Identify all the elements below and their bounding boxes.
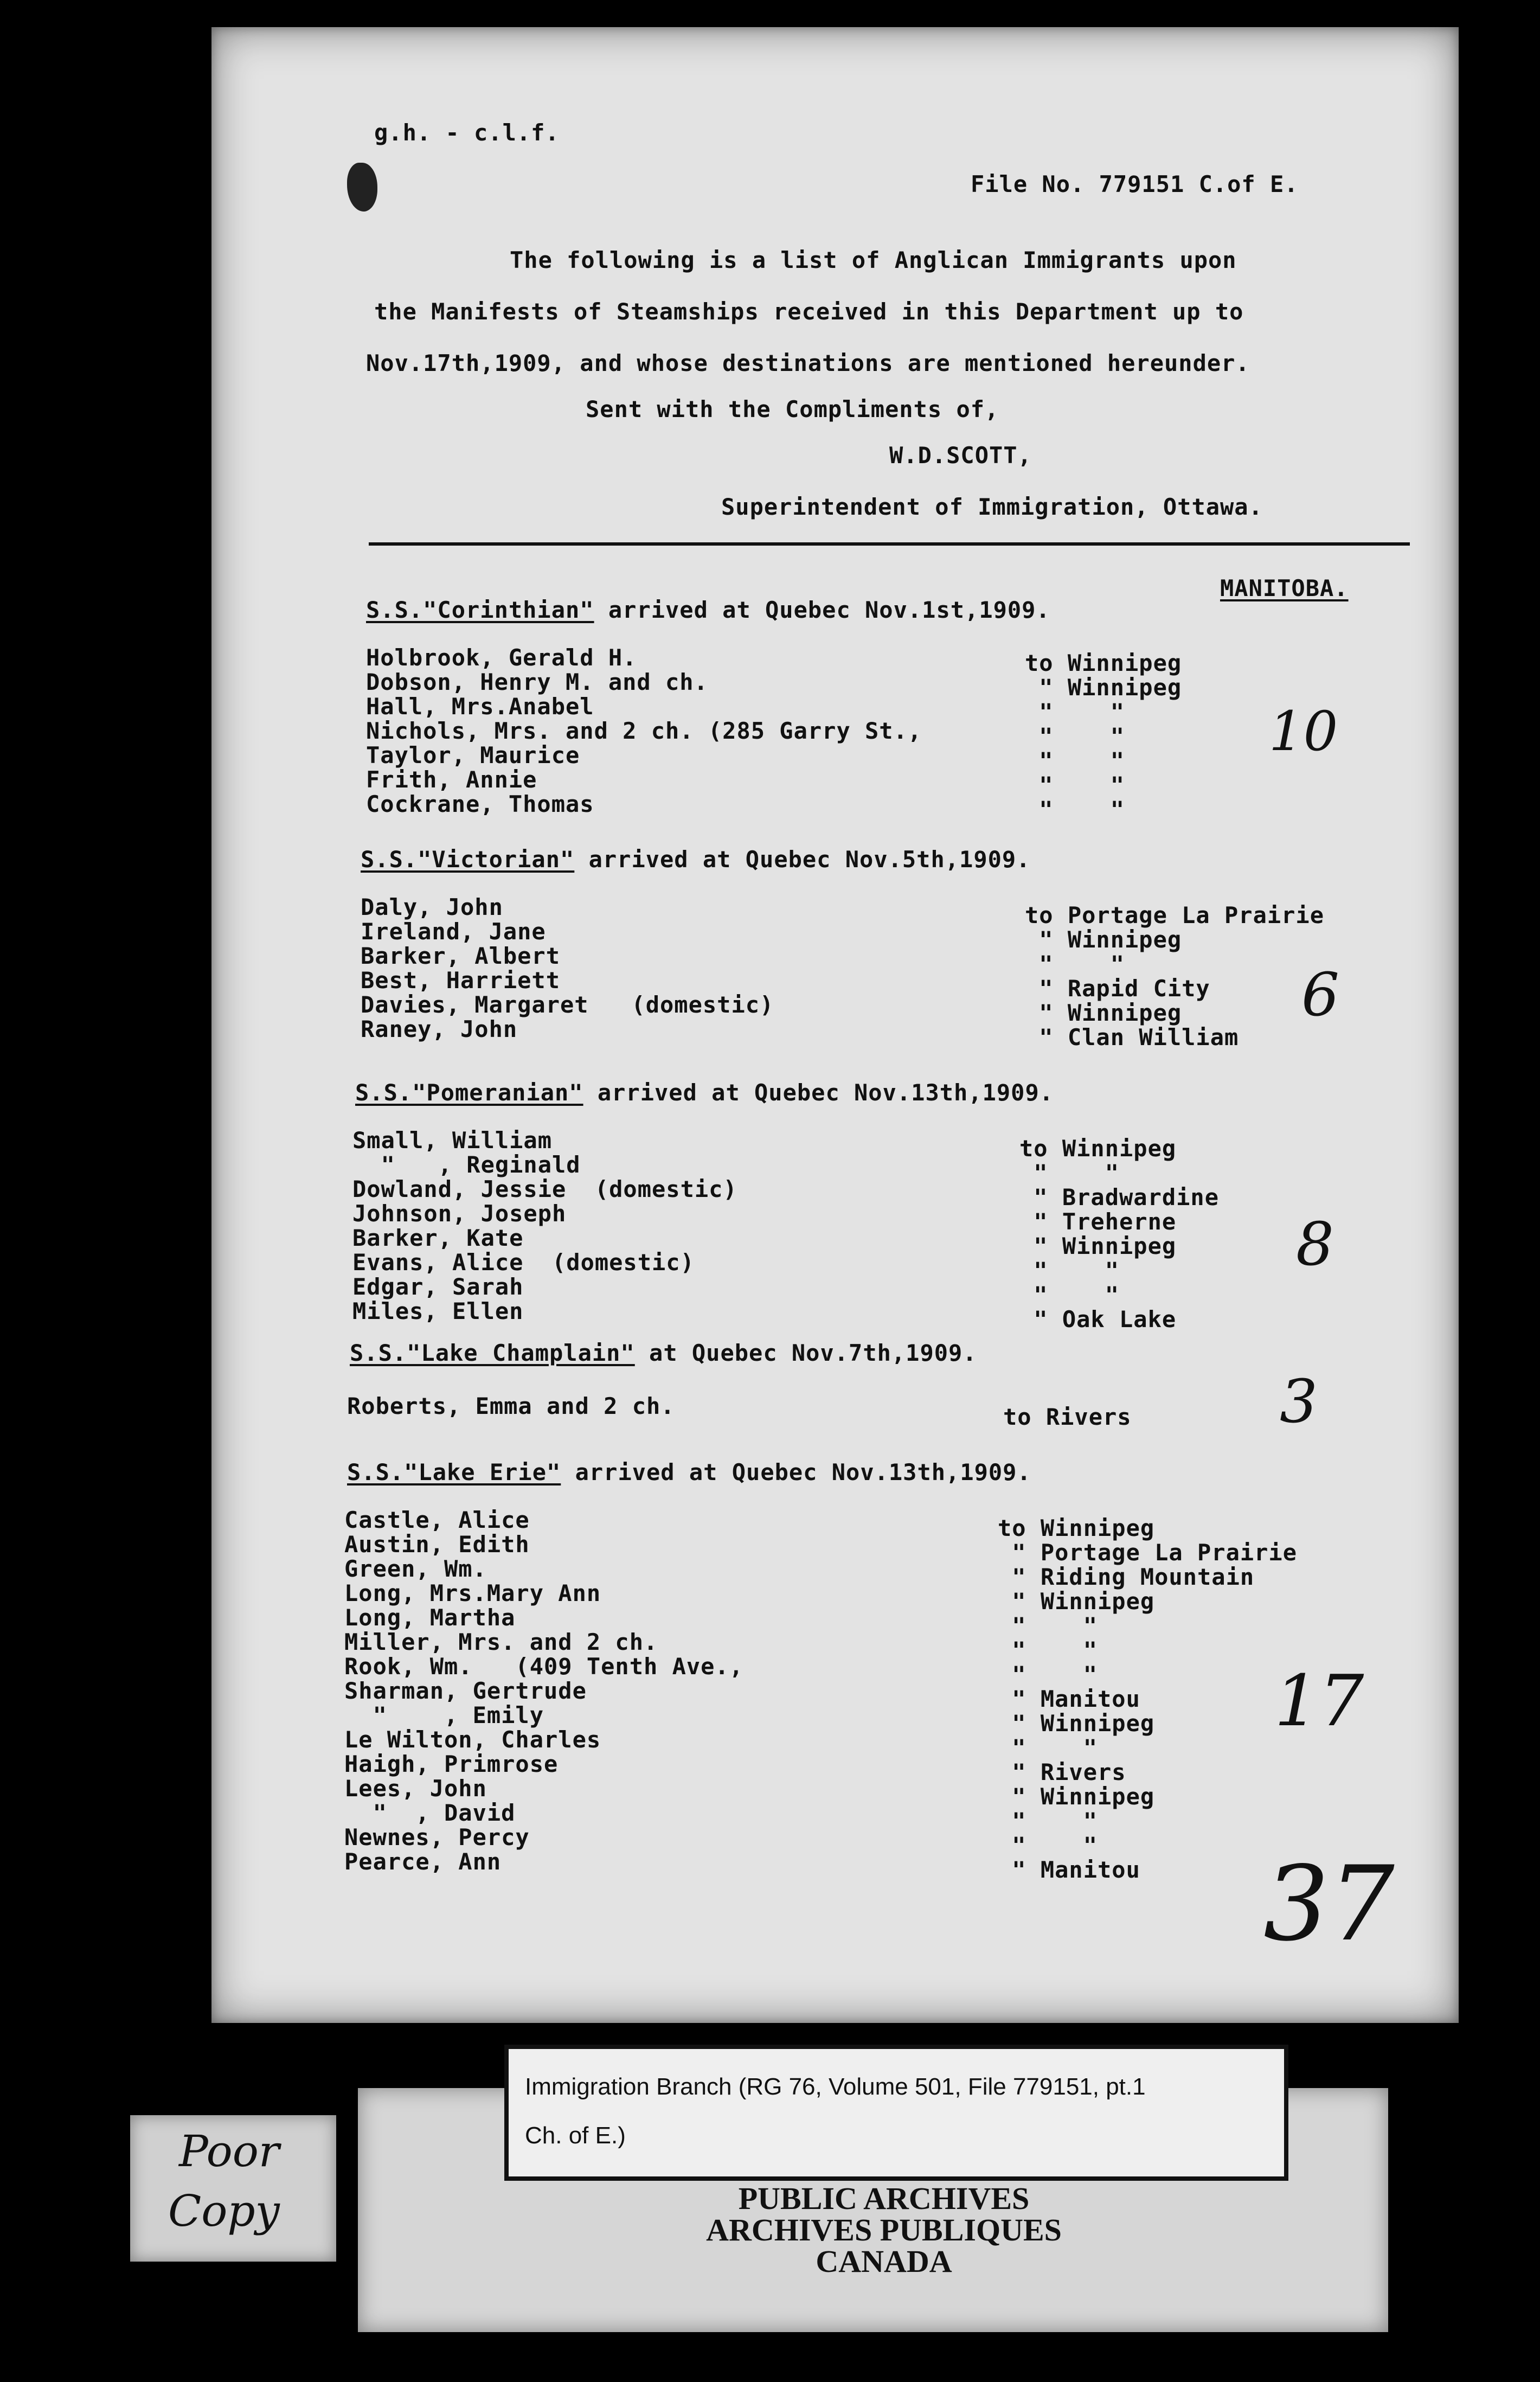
stamp-line-1: PUBLIC ARCHIVES	[738, 2181, 1030, 2216]
ship-arrival: arrived at Quebec Nov.1st,1909.	[608, 597, 1050, 623]
ship-heading	[366, 597, 1050, 623]
reference-line-2: Ch. of E.)	[525, 2122, 626, 2149]
ship-name: S.S."Corinthian"	[366, 597, 594, 623]
archive-reference-label	[504, 2045, 1288, 2181]
handwritten-count: 8	[1296, 1209, 1334, 1279]
document-page	[211, 27, 1459, 2023]
ship-arrival: arrived at Quebec Nov.5th,1909.	[588, 846, 1031, 873]
passenger-names: Roberts, Emma and 2 ch.	[347, 1393, 675, 1419]
poor-copy-line-2: Copy	[168, 2186, 280, 2236]
ship-name: S.S."Victorian"	[361, 846, 575, 873]
passenger-names: Small, William " , Reginald Dowland, Jessie (domestic) Johnson, Joseph Barker, Kate Evans, Alice (domestic) Edgar, Sarah Miles, Ellen	[352, 1127, 737, 1324]
handwritten-count: 3	[1280, 1367, 1318, 1436]
handwritten-count: 10	[1269, 700, 1338, 763]
handwritten-total: 37	[1263, 1844, 1395, 1964]
divider	[369, 542, 1410, 546]
stamp-line-2: ARCHIVES PUBLIQUES	[706, 2212, 1062, 2247]
archives-stamp	[613, 2183, 1155, 2277]
poor-copy-line-1: Poor	[179, 2126, 280, 2176]
file-number: File No. 779151 C.of E.	[971, 171, 1299, 197]
ship-name: S.S."Lake Champlain"	[350, 1340, 635, 1366]
passenger-destinations: to Winnipeg " Winnipeg " " " " " " " " " "	[1025, 650, 1182, 823]
passenger-names: Holbrook, Gerald H. Dobson, Henry M. and ch. Hall, Mrs.Anabel Nichols, Mrs. and 2 ch. (285 Garry St., Taylor, Maurice Frith, Annie Cockrane, Thomas	[366, 644, 922, 817]
ship-arrival: at Quebec Nov.7th,1909.	[649, 1340, 977, 1366]
handwritten-count: 17	[1274, 1660, 1364, 1742]
initials: g.h. - c.l.f.	[374, 119, 560, 146]
sender-name: W.D.SCOTT,	[889, 442, 1032, 469]
ship-name: S.S."Lake Erie"	[347, 1459, 561, 1485]
ship-heading	[350, 1340, 977, 1366]
passenger-destinations: to Rivers	[1003, 1404, 1132, 1430]
passenger-destinations: to Portage La Prairie " Winnipeg " " " Rapid City " Winnipeg " Clan William	[1025, 902, 1325, 1051]
passenger-destinations: to Winnipeg " Portage La Prairie " Riding Mountain " Winnipeg " " " " " " " Manitou " Winnipeg " " " Rivers " Winnipeg " " " " " Manitou	[998, 1515, 1298, 1883]
intro-line-1: The following is a list of Anglican Immigrants upon	[510, 247, 1237, 273]
passenger-names: Daly, John Ireland, Jane Barker, Albert Best, Harriett Davies, Margaret (domestic) Raney, John	[361, 894, 774, 1042]
handwritten-count: 6	[1301, 960, 1339, 1029]
sender-title: Superintendent of Immigration, Ottawa.	[721, 494, 1263, 520]
poor-copy-card	[130, 2115, 336, 2262]
ship-arrival: arrived at Quebec Nov.13th,1909.	[597, 1079, 1054, 1106]
intro-line-2: the Manifests of Steamships received in this Department up to	[374, 298, 1244, 325]
passenger-destinations: to Winnipeg " " " Bradwardine " Treherne " Winnipeg " " " " " Oak Lake	[1019, 1135, 1220, 1333]
province-heading: MANITOBA.	[1220, 575, 1349, 601]
sent-with: Sent with the Compliments of,	[586, 396, 999, 422]
reference-line-1: Immigration Branch (RG 76, Volume 501, File 779151, pt.1	[525, 2073, 1146, 2100]
ship-arrival: arrived at Quebec Nov.13th,1909.	[575, 1459, 1031, 1485]
ink-blot	[347, 163, 377, 212]
ship-heading	[355, 1079, 1054, 1106]
passenger-names: Castle, Alice Austin, Edith Green, Wm. Long, Mrs.Mary Ann Long, Martha Miller, Mrs. and 2 ch. Rook, Wm. (409 Tenth Ave., Sharman, Gertrude " , Emily Le Wilton, Charles Haigh, Primrose Lees, John " , David Newnes, Percy Pearce, Ann	[344, 1507, 744, 1875]
stamp-line-3: CANADA	[816, 2244, 952, 2279]
intro-line-3: Nov.17th,1909, and whose destinations are mentioned hereunder.	[366, 350, 1250, 376]
ship-name: S.S."Pomeranian"	[355, 1079, 583, 1106]
ship-heading	[361, 846, 1030, 873]
ship-heading	[347, 1459, 1031, 1485]
